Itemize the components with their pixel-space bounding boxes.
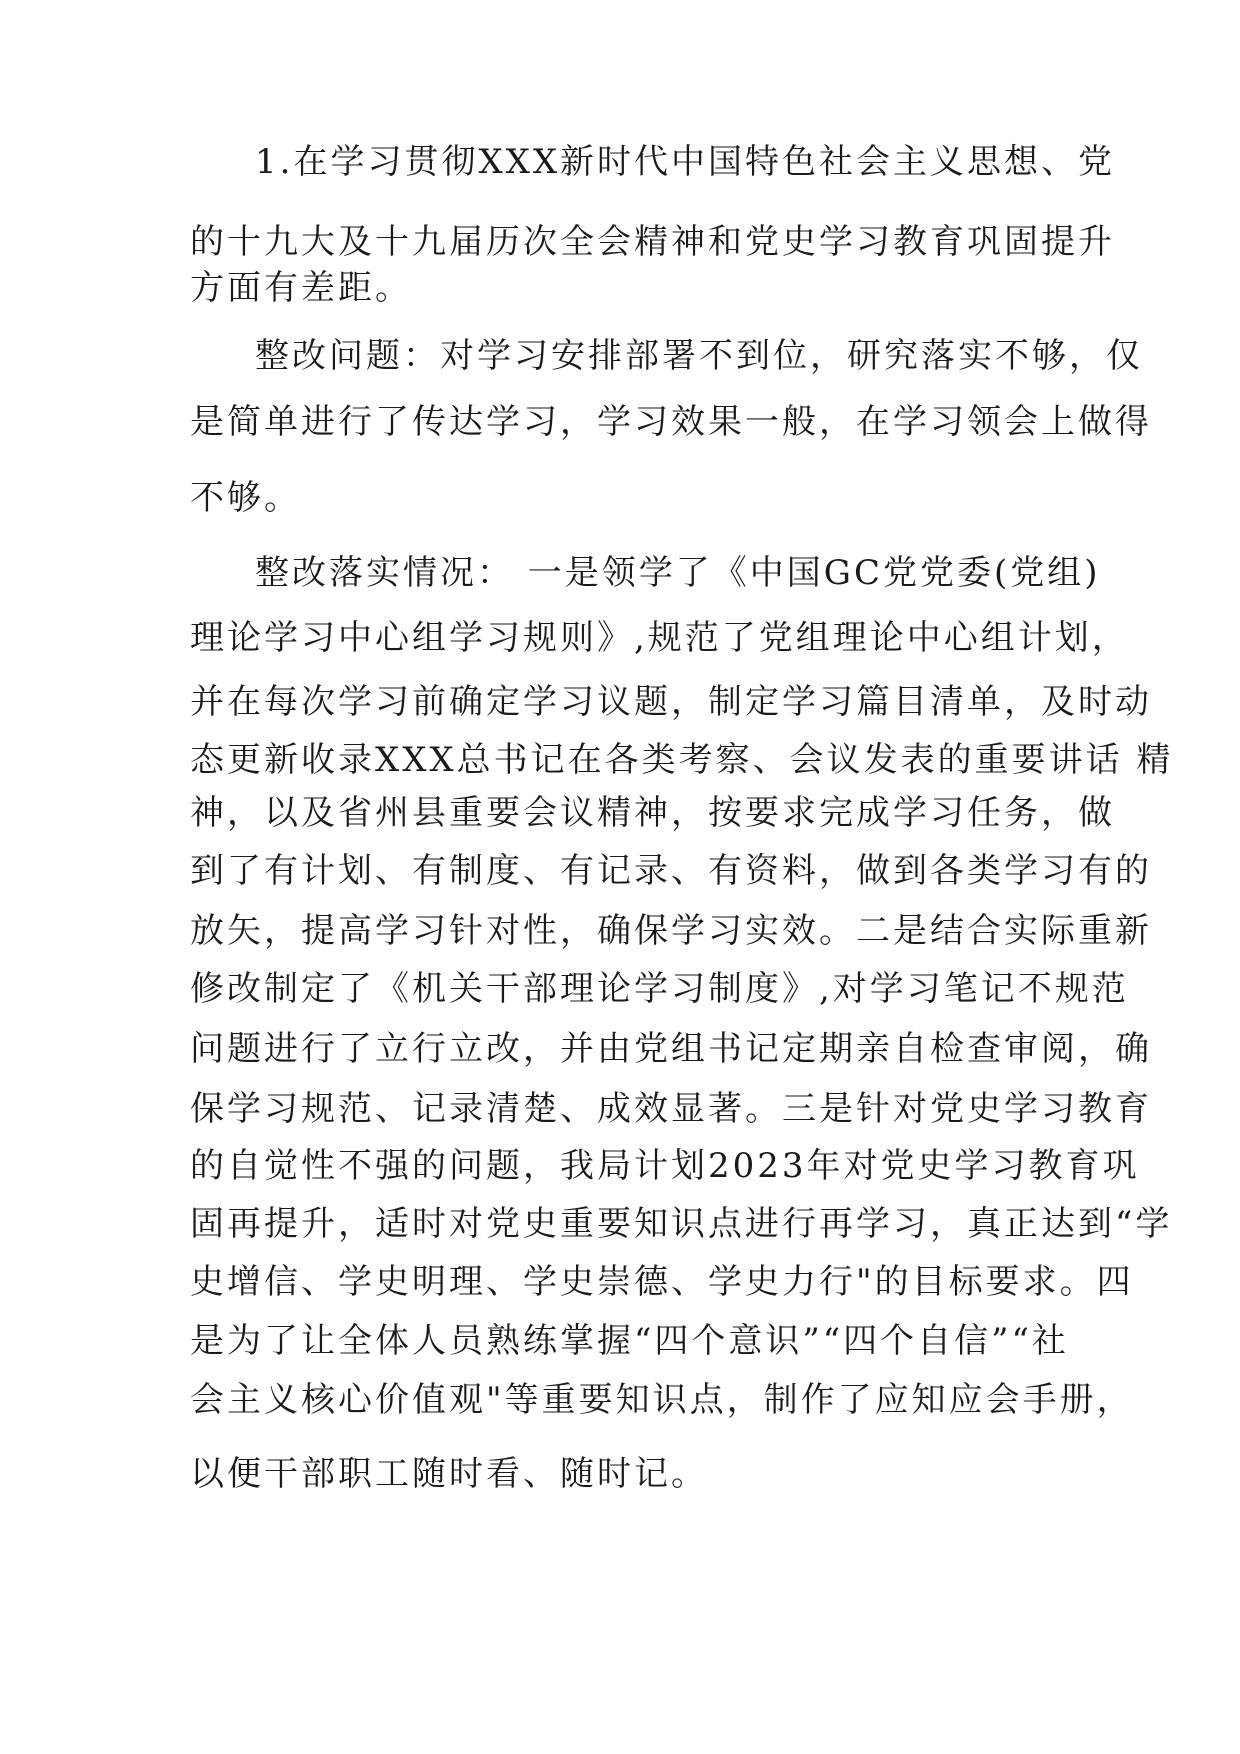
paragraph-3-line-14: 是为了让全体人员熟练掌握“四个意识”“四个自信”“社: [190, 1321, 1069, 1361]
paragraph-3-line-6: 到了有计划、有制度、有记录、有资料，做到各类学习有的: [190, 851, 1152, 891]
paragraph-3-line-16: 以便干部职工随时看、随时记。: [190, 1454, 708, 1494]
paragraph-3-line-4: 态更新收录XXX总书记在各类考察、会议发表的重要讲话 精: [190, 740, 1174, 780]
paragraph-3-line-7: 放矢，提高学习针对性，确保学习实效。二是结合实际重新: [190, 911, 1152, 951]
paragraph-3-line-8: 修改制定了《机关干部理论学习制度》,对学习笔记不规范: [190, 969, 1129, 1009]
paragraph-3-line-12: 固再提升，适时对党史重要知识点进行再学习，真正达到“学: [190, 1204, 1173, 1244]
paragraph-3-line-15: 会主义核心价值观"等重要知识点，制作了应知应会手册，: [190, 1380, 1134, 1420]
paragraph-3-line-13: 史增信、学史明理、学史崇德、学史力行"的目标要求。四: [190, 1262, 1134, 1302]
paragraph-3-line-2: 理论学习中心组学习规则》,规范了党组理论中心组计划，: [190, 618, 1129, 658]
paragraph-1-line-3: 方面有差距。: [190, 268, 412, 308]
paragraph-3-line-5: 神，以及省州县重要会议精神，按要求完成学习任务，做: [190, 793, 1115, 833]
paragraph-3-line-1: 整改落实情况： 一是领学了《中国GC党党委(党组): [255, 553, 1101, 593]
paragraph-3-line-11: 的自觉性不强的问题，我局计划2023年对党史学习教育巩: [190, 1146, 1140, 1186]
paragraph-1-line-1: 1.在学习贯彻XXX新时代中国特色社会主义思想、党: [255, 142, 1116, 182]
paragraph-3-line-9: 问题进行了立行立改，并由党组书记定期亲自检查审阅，确: [190, 1029, 1152, 1069]
paragraph-1-line-2: 的十九大及十九届历次全会精神和党史学习教育巩固提升: [190, 222, 1115, 262]
paragraph-2-line-3: 不够。: [190, 478, 301, 518]
paragraph-3-line-3: 并在每次学习前确定学习议题，制定学习篇目清单，及时动: [190, 682, 1152, 722]
paragraph-2-line-2: 是简单进行了传达学习，学习效果一般，在学习领会上做得: [190, 402, 1152, 442]
paragraph-3-line-10: 保学习规范、记录清楚、成效显著。三是针对党史学习教育: [190, 1089, 1152, 1129]
paragraph-2-line-1: 整改问题：对学习安排部署不到位，研究落实不够，仅: [255, 336, 1143, 376]
